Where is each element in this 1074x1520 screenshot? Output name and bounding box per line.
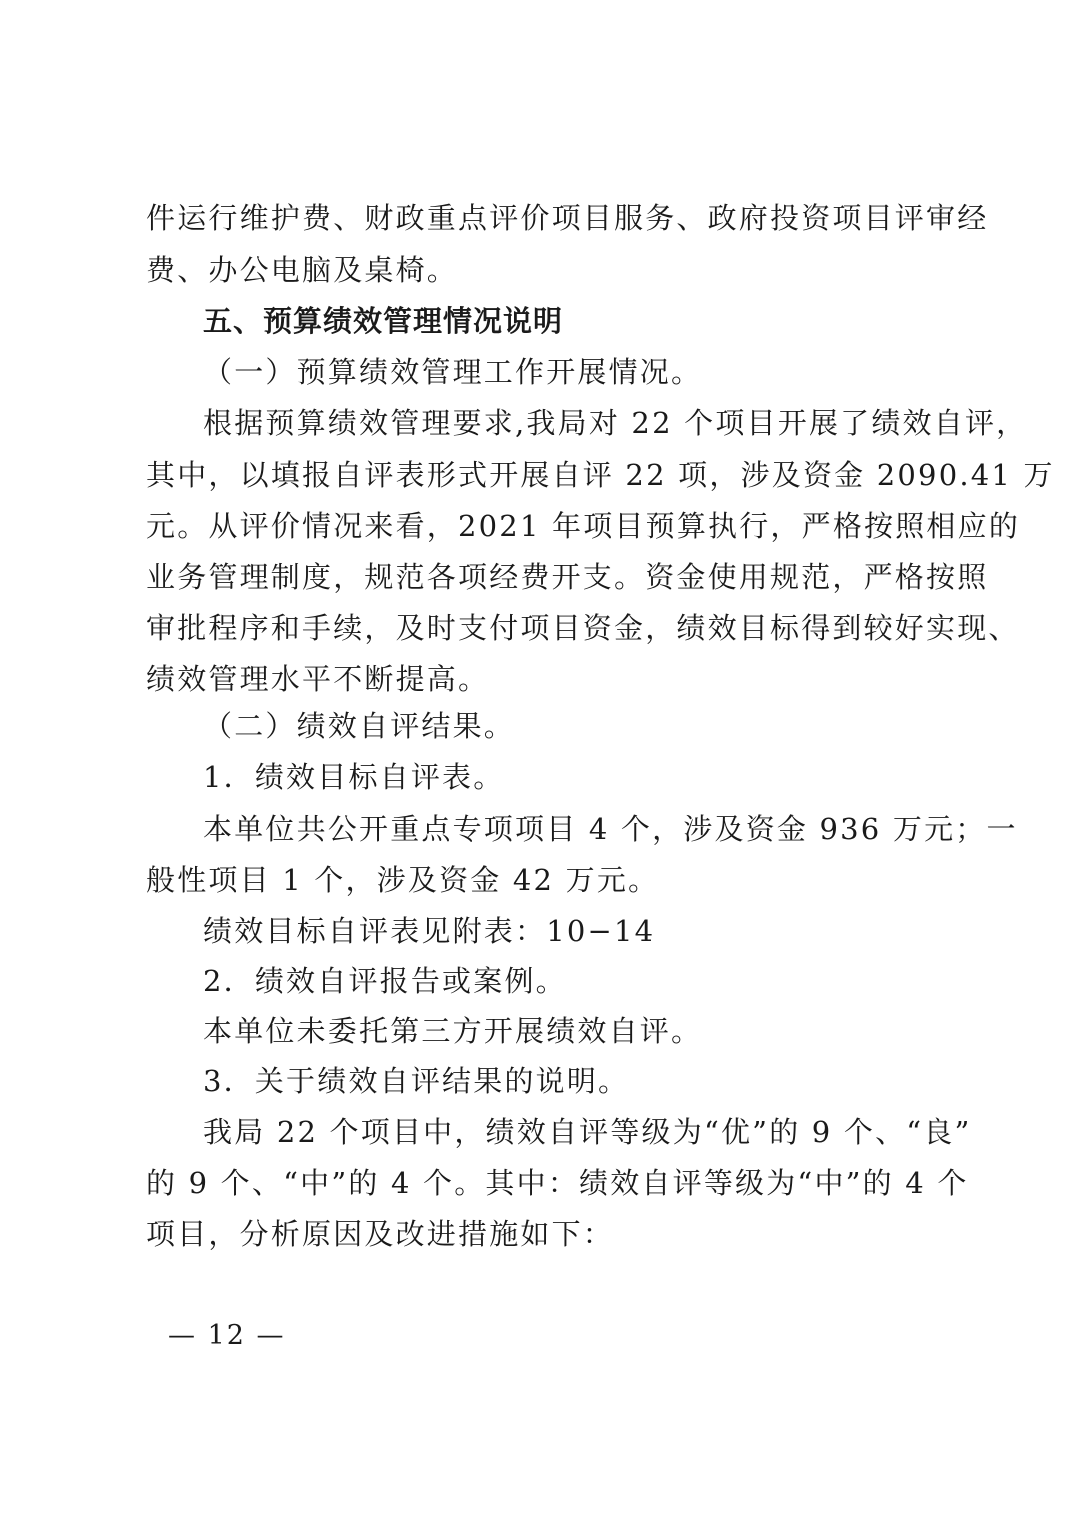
page-number: — 12 — bbox=[168, 1320, 286, 1351]
paragraph-line: 绩效目标自评表见附表：10−14 bbox=[203, 914, 656, 948]
paragraph-line: 项目，分析原因及改进措施如下： bbox=[146, 1217, 615, 1251]
paragraph-line: 般性项目 1 个，涉及资金 42 万元。 bbox=[146, 863, 660, 897]
paragraph-line: 本单位未委托第三方开展绩效自评。 bbox=[203, 1014, 703, 1048]
paragraph-line: 根据预算绩效管理要求,我局对 22 个项目开展了绩效自评， bbox=[203, 406, 1028, 440]
paragraph-line: 费、办公电脑及桌椅。 bbox=[146, 253, 459, 287]
section-heading: 五、预算绩效管理情况说明 bbox=[203, 304, 564, 338]
paragraph-line: 我局 22 个项目中，绩效自评等级为“优”的 9 个、“良” bbox=[203, 1115, 972, 1149]
paragraph-line: 本单位共公开重点专项项目 4 个，涉及资金 936 万元；一 bbox=[203, 812, 1018, 846]
item-heading: 3．关于绩效自评结果的说明。 bbox=[203, 1064, 630, 1098]
paragraph-line: 的 9 个、“中”的 4 个。其中：绩效自评等级为“中”的 4 个 bbox=[146, 1166, 969, 1200]
paragraph-line: 其中，以填报自评表形式开展自评 22 项，涉及资金 2090.41 万 bbox=[146, 458, 1055, 492]
subsection-heading: （二）绩效自评结果。 bbox=[203, 709, 516, 743]
item-heading: 2．绩效自评报告或案例。 bbox=[203, 964, 567, 998]
paragraph-line: 绩效管理水平不断提高。 bbox=[146, 662, 490, 696]
paragraph-line: 件运行维护费、财政重点评价项目服务、政府投资项目评审经 bbox=[146, 201, 989, 235]
paragraph-line: 业务管理制度，规范各项经费开支。资金使用规范，严格按照 bbox=[146, 560, 989, 594]
paragraph-line: 审批程序和手续，及时支付项目资金，绩效目标得到较好实现、 bbox=[146, 611, 1020, 645]
paragraph-line: 元。从评价情况来看，2021 年项目预算执行，严格按照相应的 bbox=[146, 509, 1021, 543]
subsection-heading: （一）预算绩效管理工作开展情况。 bbox=[203, 355, 703, 389]
item-heading: 1．绩效目标自评表。 bbox=[203, 760, 505, 794]
